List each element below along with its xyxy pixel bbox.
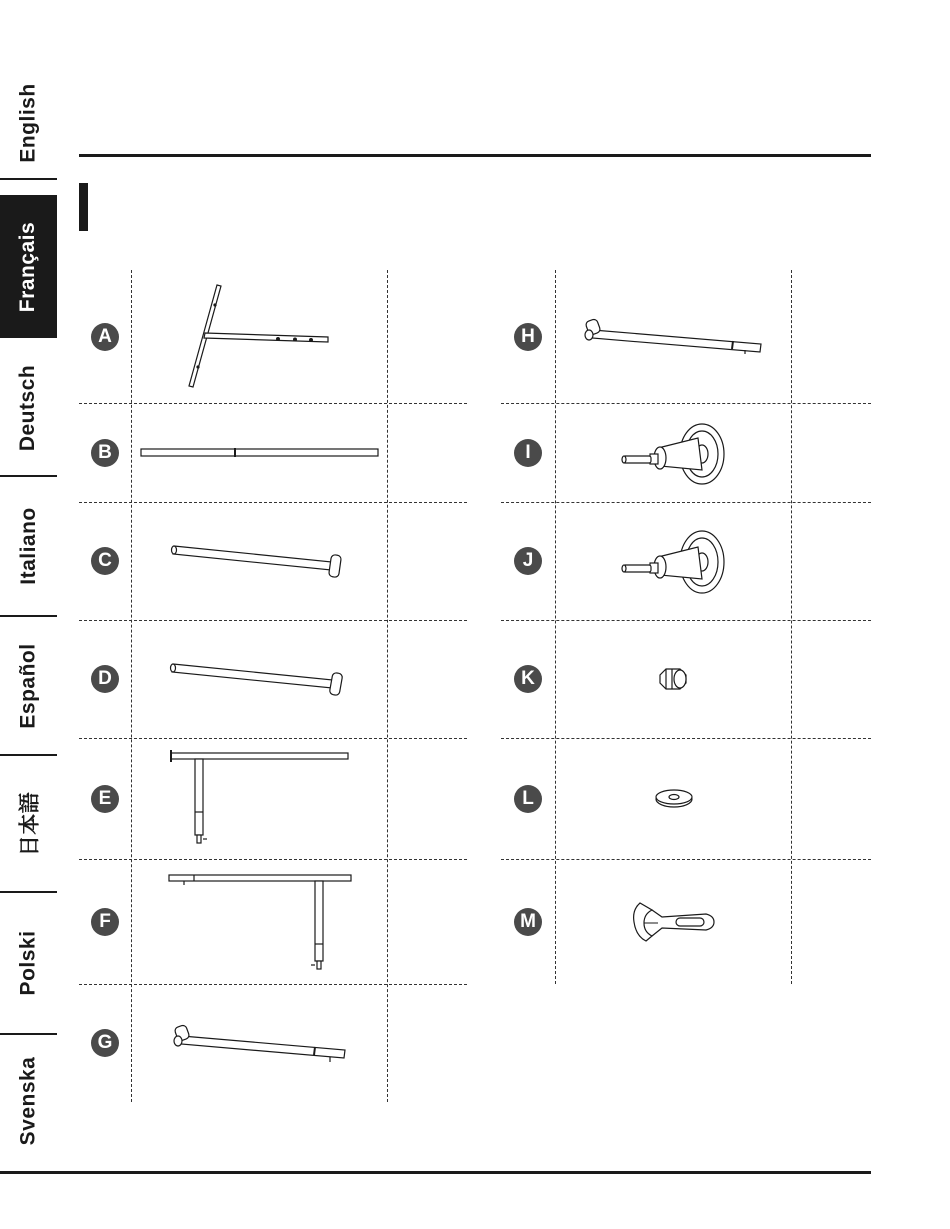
part-label-m: M: [514, 908, 542, 936]
tab-espanol[interactable]: [0, 617, 57, 756]
part-label-g: G: [91, 1029, 119, 1057]
part-label-a: A: [91, 323, 119, 351]
part-label-h: H: [514, 323, 542, 351]
tab-english-label: English: [16, 83, 40, 163]
tab-svenska[interactable]: [0, 1035, 57, 1167]
part-label-e: E: [91, 785, 119, 813]
section-title-marker: [79, 183, 88, 231]
part-label-l: L: [514, 785, 542, 813]
tube-with-joint-icon: [581, 318, 767, 358]
grid-line: [555, 270, 556, 984]
tab-polski[interactable]: [0, 893, 57, 1035]
tab-svenska-label: Svenska: [16, 1056, 40, 1146]
caster-wheel-icon: [620, 420, 730, 490]
t-rail-icon: [167, 872, 354, 972]
tab-deutsch-label: Deutsch: [16, 364, 40, 451]
crossbar-icon: [169, 659, 351, 699]
t-frame-icon: [182, 283, 334, 393]
tab-italiano-label: Italiano: [16, 507, 40, 585]
grid-line: [387, 270, 388, 1102]
nut-icon: [658, 667, 690, 691]
long-tube-icon: [140, 447, 380, 459]
tab-espanol-label: Español: [16, 642, 40, 729]
grid-line: [501, 738, 871, 739]
tab-japanese[interactable]: [0, 756, 57, 893]
tab-francais[interactable]: [0, 195, 57, 338]
grid-line: [79, 859, 467, 860]
part-label-i: I: [514, 439, 542, 467]
crossbar-icon: [170, 540, 350, 580]
washer-icon: [654, 787, 694, 809]
grid-line: [79, 984, 467, 985]
wrench-icon: [630, 900, 718, 946]
tube-with-joint-icon: [170, 1022, 352, 1068]
part-label-j: J: [514, 547, 542, 575]
caster-wheel-icon: [620, 527, 730, 599]
grid-line: [791, 270, 792, 984]
grid-line: [79, 403, 467, 404]
grid-line: [79, 738, 467, 739]
tab-japanese-label: 日本語: [18, 791, 42, 856]
part-label-c: C: [91, 547, 119, 575]
part-label-d: D: [91, 665, 119, 693]
grid-line: [501, 620, 871, 621]
tab-italiano[interactable]: [0, 477, 57, 617]
grid-line: [79, 620, 467, 621]
part-label-b: B: [91, 439, 119, 467]
part-label-k: K: [514, 665, 542, 693]
grid-line: [79, 502, 467, 503]
tab-deutsch[interactable]: [0, 340, 57, 477]
grid-line: [501, 403, 871, 404]
bottom-rule: [0, 1171, 871, 1174]
tab-english[interactable]: [0, 68, 57, 180]
top-rule: [79, 154, 871, 157]
tab-francais-label: Français: [16, 221, 40, 312]
grid-line: [131, 270, 132, 1102]
tab-polski-label: Polski: [16, 930, 40, 996]
t-rail-icon: [169, 750, 351, 848]
grid-line: [501, 502, 871, 503]
grid-line: [501, 859, 871, 860]
part-label-f: F: [91, 908, 119, 936]
